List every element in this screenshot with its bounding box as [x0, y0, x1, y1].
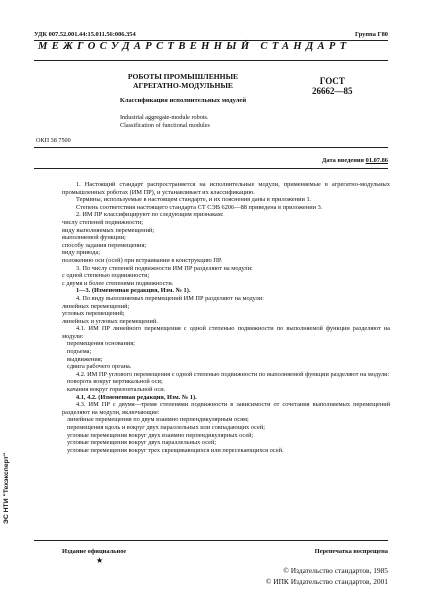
paragraph: виду привода; — [62, 249, 101, 257]
paragraph: 4.2. ИМ ПР углового перемещения с одной степенью подвижности по выполняемой функции разделяют на модули: — [76, 370, 390, 378]
paragraph: поворота вокруг вертикальной оси; — [67, 378, 163, 386]
footer-rule — [34, 540, 388, 541]
paragraph: сдвига рабочего органа. — [67, 363, 132, 371]
paragraph: с одной степенью подвижности; — [62, 272, 150, 280]
paragraph: 4. По виду выполняемых перемещений ИМ ПР разделяют на модули: — [76, 294, 264, 302]
document-body — [62, 181, 390, 454]
okp-code: ОКП 38 7500 — [36, 137, 71, 144]
interstate-standard-banner: МЕЖГОСУДАРСТВЕННЫЙ СТАНДАРТ — [38, 41, 351, 52]
group-code: Группа Г80 — [355, 31, 388, 38]
okp-rule — [34, 147, 388, 148]
copyright-1985: © Издательство стандартов, 1985 — [283, 566, 388, 575]
paragraph: с двумя и более степенями подвижности. — [62, 279, 174, 287]
paragraph: качания вокруг горизонтальной оси. — [67, 386, 166, 394]
document-subtitle: Классификация исполнительных модулей — [119, 97, 247, 104]
paragraph: линейных и угловых перемещений. — [62, 317, 158, 325]
effective-date — [322, 157, 388, 164]
paragraph: положению оси (осей) при встраивании в конструкцию ПР. — [62, 256, 223, 264]
english-title-line-1: Industrial aggregate-module robots. — [120, 114, 209, 121]
paragraph: угловых перемещений; — [62, 310, 125, 318]
copyright-2001: © ИПК Издательство стандартов, 2001 — [265, 577, 388, 586]
banner-rule — [34, 60, 388, 61]
effective-date-value: 01.07.86 — [365, 157, 388, 164]
english-title — [120, 114, 270, 130]
paragraph: числу степеней подвижности; — [62, 218, 143, 226]
document-title — [98, 72, 268, 90]
paragraph: угловые перемещения вокруг трех скрещивающихся или пересекающихся осей. — [67, 446, 284, 454]
paragraph: 2. ИМ ПР классифицируют по следующим признакам: — [76, 211, 224, 219]
paragraph: способу задания перемещения; — [62, 241, 147, 249]
paragraph: угловые перемещения вокруг двух взаимно перпендикулярных осей; — [67, 431, 254, 439]
effective-date-label: Дата введения — [322, 157, 365, 164]
paragraph: 4.1, 4.2. (Измененная редакция, Изм. № 1). — [76, 393, 197, 401]
paragraph: 4.3. ИМ ПР с двумя—тремя степенями подвижности в зависимости от сочетания выполняемых перемещений разделяют на модули, включающие: — [62, 401, 390, 416]
paragraph: подъема; — [67, 348, 92, 356]
paragraph: 1—3. (Измененная редакция, Изм. № 1). — [76, 287, 191, 295]
english-title-line-2: Classification of functional modules — [120, 122, 210, 129]
paragraph: угловые перемещения вокруг двух параллельных осей; — [67, 439, 217, 447]
reprint-prohibited: Перепечатка воспрещена — [314, 548, 388, 555]
paragraph: линейные перемещения по двум взаимно перпендикулярным осям; — [67, 416, 249, 424]
paragraph: Термины, используемые в настоящем стандарте, и их пояснения даны в приложении 1. — [76, 196, 312, 204]
title-line-1: РОБОТЫ ПРОМЫШЛЕННЫЕ — [127, 72, 239, 81]
star-mark: ★ — [96, 556, 104, 565]
paragraph: линейных перемещений; — [62, 302, 130, 310]
paragraph: перемещения вдоль и вокруг двух параллельных или совпадающих осей; — [67, 424, 266, 431]
title-line-2: АГРЕГАТНО-МОДУЛЬНЫЕ — [133, 81, 233, 90]
udk-code: УДК 007.52.001.44:15.011.56:006.354 — [34, 31, 136, 38]
paragraph: 3. По числу степеней подвижности ИМ ПР разделяют на модули: — [76, 264, 253, 272]
paragraph: Степень соответствия настоящего стандарта СТ СЭВ 6206—88 приведена в приложении 3. — [76, 203, 323, 211]
date-rule — [34, 168, 388, 169]
paragraph: виду выполняемых перемещений; — [62, 226, 155, 234]
gost-number — [312, 76, 353, 96]
paragraph: выдвижения; — [67, 355, 103, 363]
side-stamp: ЭС НТИ "Техэксперт" — [3, 452, 10, 524]
paragraph: 1. Настоящий стандарт распространяется на исполнительные модули, применяемые в агрегатно-модульных промышленных роботах (ИМ ПР), и устанавливает их классификацию. — [62, 181, 390, 196]
gost-code: 26662—85 — [312, 86, 353, 96]
paragraph: перемещения основания; — [67, 340, 135, 348]
official-edition: Издание официальное — [62, 548, 127, 555]
paragraph: выполняемой функции; — [62, 234, 126, 242]
paragraph: 4.1. ИМ ПР линейного перемещения с одной степенью подвижности по выполняемой функции разделяют на модули: — [62, 325, 390, 340]
gost-label: ГОСТ — [319, 76, 345, 86]
